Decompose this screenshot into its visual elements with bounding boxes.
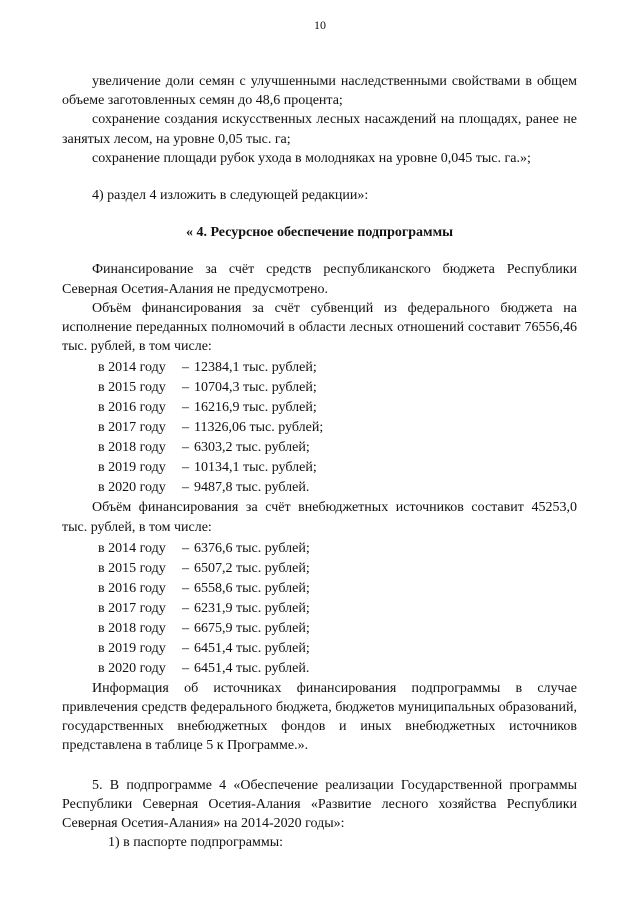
year-label: в 2017 году <box>98 420 166 436</box>
year-label: в 2016 году <box>98 400 166 416</box>
list-item <box>62 539 577 559</box>
year-label: в 2015 году <box>98 560 166 576</box>
amount: 6507,2 тыс. рублей; <box>194 560 310 576</box>
list-item <box>62 358 577 378</box>
year-label: в 2017 году <box>98 600 166 616</box>
year-label: в 2020 году <box>98 480 166 496</box>
amount: 16216,9 тыс. рублей; <box>194 400 317 416</box>
amount: 6231,9 тыс. рублей; <box>194 600 310 616</box>
list-item <box>62 559 577 579</box>
dash: – <box>182 440 189 456</box>
intro-item-3: сохранение площади рубок ухода в молодняках на уровне 0,045 тыс. га.»; <box>92 150 531 166</box>
dash: – <box>182 480 189 496</box>
amount: 6451,4 тыс. рублей; <box>194 640 310 656</box>
dash: – <box>182 660 189 676</box>
list-item <box>62 418 577 438</box>
dash: – <box>182 360 189 376</box>
list-item <box>62 619 577 639</box>
para-funding-info: Информация об источниках финансирования подпрограммы в случае привлечения средств федерального бюджета, бюджетов муниципальных образований, государственных внебюджетных фондов и иных внебюджетных источников представлена в таблице 5 к Программе.». <box>62 680 577 754</box>
list-item <box>62 378 577 398</box>
extrabudget-years-list <box>62 539 577 679</box>
year-label: в 2016 году <box>98 580 166 596</box>
list-item <box>62 599 577 619</box>
year-label: в 2020 году <box>98 660 166 676</box>
dash: – <box>182 640 189 656</box>
section-heading: « 4. Ресурсное обеспечение подпрограммы <box>185 225 454 241</box>
item-4: 4) раздел 4 изложить в следующей редакции»: <box>92 188 369 204</box>
list-item <box>62 398 577 418</box>
dash: – <box>182 540 189 556</box>
para-item-5: 5. В подпрограмме 4 «Обеспечение реализации Государственной программы Республики Северная Осетия-Алания «Развитие лесного хозяйства Республики Северная Осетия-Алания» на 2014-2020 годы»: <box>62 777 577 832</box>
dash: – <box>182 420 189 436</box>
year-label: в 2015 году <box>98 380 166 396</box>
amount: 10704,3 тыс. рублей; <box>194 380 317 396</box>
amount: 10134,1 тыс. рублей; <box>194 460 317 476</box>
amount: 6675,9 тыс. рублей; <box>194 620 310 636</box>
amount: 6376,6 тыс. рублей; <box>194 540 310 556</box>
para-extrabudget: Объём финансирования за счёт внебюджетных источников составит 45253,0 тыс. рублей, в том числе: <box>62 500 577 535</box>
document-body <box>62 72 577 852</box>
year-label: в 2018 году <box>98 620 166 636</box>
year-label: в 2018 году <box>98 440 166 456</box>
page-number: 10 <box>314 18 326 32</box>
para-passport: 1) в паспорте подпрограммы: <box>108 835 284 851</box>
list-item <box>62 639 577 659</box>
dash: – <box>182 460 189 476</box>
intro-item-1: увеличение доли семян с улучшенными наследственными свойствами в общем объеме заготовленных семян до 48,6 процента; <box>62 74 577 109</box>
year-label: в 2019 году <box>98 640 166 656</box>
year-label: в 2019 году <box>98 460 166 476</box>
para-federal-budget: Объём финансирования за счёт субвенций из федерального бюджета на исполнение переданных полномочий в области лесных отношений составит 76556,46 тыс. рублей, в том числе: <box>62 300 577 355</box>
year-label: в 2014 году <box>98 540 166 556</box>
list-item <box>62 659 577 679</box>
dash: – <box>182 400 189 416</box>
amount: 6558,6 тыс. рублей; <box>194 580 310 596</box>
dash: – <box>182 580 189 596</box>
list-item <box>62 458 577 478</box>
dash: – <box>182 600 189 616</box>
federal-years-list <box>62 358 577 498</box>
para-republic-budget: Финансирование за счёт средств республиканского бюджета Республики Северная Осетия-Алания не предусмотрено. <box>62 262 577 297</box>
intro-item-2: сохранение создания искусственных лесных насаждений на площадях, ранее не занятых лесом, на уровне 0,05 тыс. га; <box>62 112 577 147</box>
amount: 6451,4 тыс. рублей. <box>194 660 310 676</box>
dash: – <box>182 380 189 396</box>
amount: 6303,2 тыс. рублей; <box>194 440 310 456</box>
list-item <box>62 438 577 458</box>
list-item <box>62 579 577 599</box>
amount: 12384,1 тыс. рублей; <box>194 360 317 376</box>
dash: – <box>182 620 189 636</box>
dash: – <box>182 560 189 576</box>
amount: 9487,8 тыс. рублей. <box>194 480 310 496</box>
amount: 11326,06 тыс. рублей; <box>194 420 324 436</box>
list-item <box>62 478 577 498</box>
year-label: в 2014 году <box>98 360 166 376</box>
